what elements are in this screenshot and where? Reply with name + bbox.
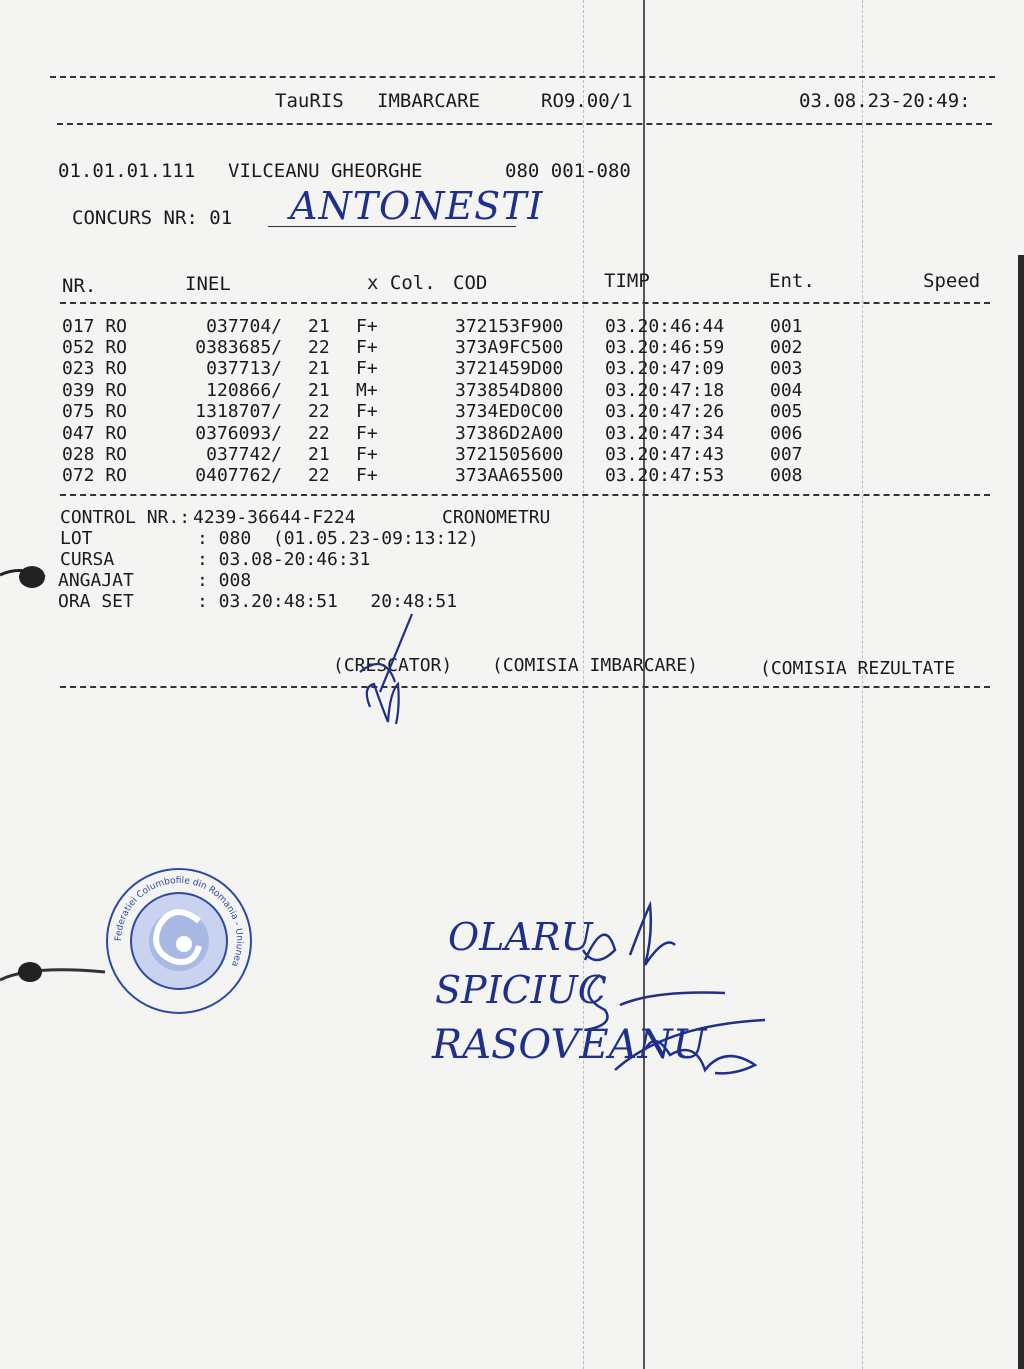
row-cod: 373A9FC500 xyxy=(455,337,564,358)
row-inel: 037742/ xyxy=(206,444,282,465)
row-cod: 3721459D00 xyxy=(455,358,564,379)
row-timp: 03.20:47:09 xyxy=(605,358,725,379)
row-cod: 372153F900 xyxy=(455,316,564,337)
lot-label: LOT xyxy=(60,528,93,549)
binder-clip-icon xyxy=(0,950,110,1010)
header-datetime: 03.08.23-20:49: xyxy=(799,90,971,112)
col-header-col: x Col. xyxy=(367,272,436,294)
contest-label: CONCURS NR: 01 xyxy=(72,207,233,229)
binder-clip-icon xyxy=(0,555,70,605)
row-inel: 0376093/ xyxy=(195,423,282,444)
fancier-code: 01.01.01.111 xyxy=(58,160,196,182)
row-col: F+ xyxy=(356,316,378,337)
row-year: 22 xyxy=(308,465,330,486)
cronometru-label: CRONOMETRU xyxy=(442,507,551,528)
row-inel: 0407762/ xyxy=(195,465,282,486)
row-col: F+ xyxy=(356,401,378,422)
cursa-value: : 03.08-20:46:31 xyxy=(197,549,371,570)
fancier-name: VILCEANU GHEORGHE xyxy=(228,160,423,182)
cursa-label: CURSA xyxy=(60,549,115,570)
col-header-nr: NR. xyxy=(62,275,97,297)
row-ent: 003 xyxy=(770,358,803,379)
table-row xyxy=(0,465,1024,486)
table-row xyxy=(0,401,1024,422)
row-ent: 005 xyxy=(770,401,803,422)
col-header-timp: TIMP xyxy=(604,270,650,292)
control-value: 4239-36644-F224 xyxy=(193,507,356,528)
row-cod: 3721505600 xyxy=(455,444,564,465)
angajat-label: ANGAJAT xyxy=(58,570,134,591)
handwritten-name-1: OLARU xyxy=(448,915,593,959)
commission-signatures xyxy=(575,895,785,1090)
row-nr: 047 RO xyxy=(62,423,128,444)
ora-set-value: : 03.20:48:51 20:48:51 xyxy=(197,591,458,612)
row-cod: 37386D2A00 xyxy=(455,423,564,444)
row-year: 22 xyxy=(308,423,330,444)
row-col: F+ xyxy=(356,465,378,486)
row-timp: 03.20:47:26 xyxy=(605,401,725,422)
row-ent: 007 xyxy=(770,444,803,465)
row-timp: 03.20:47:53 xyxy=(605,465,725,486)
row-ent: 008 xyxy=(770,465,803,486)
row-inel: 037713/ xyxy=(206,358,282,379)
row-inel: 0383685/ xyxy=(195,337,282,358)
contest-handwritten-name: ANTONESTI xyxy=(290,184,544,228)
federation-stamp xyxy=(104,866,254,1016)
table-row xyxy=(0,380,1024,401)
col-header-cod: COD xyxy=(453,272,488,294)
row-nr: 039 RO xyxy=(62,380,128,401)
col-header-inel: INEL xyxy=(185,273,231,295)
header-version: RO9.00/1 xyxy=(541,90,633,112)
table-rule-top xyxy=(60,302,990,304)
table-row xyxy=(0,423,1024,444)
fancier-range: 080 001-080 xyxy=(505,160,631,182)
row-ent: 006 xyxy=(770,423,803,444)
stamp-ring-text: Federatiei Columbofile din Romania - Uniunea xyxy=(113,875,245,968)
row-timp: 03.20:46:44 xyxy=(605,316,725,337)
row-col: F+ xyxy=(356,444,378,465)
row-inel: 120866/ xyxy=(206,380,282,401)
table-row xyxy=(0,337,1024,358)
col-header-ent: Ent. xyxy=(769,270,815,292)
header-rule-bottom xyxy=(57,123,992,125)
row-year: 21 xyxy=(308,316,330,337)
signature-crescator: (CRESCATOR) xyxy=(333,655,453,676)
row-timp: 03.20:47:18 xyxy=(605,380,725,401)
table-row xyxy=(0,316,1024,337)
header-mode: IMBARCARE xyxy=(377,90,480,112)
header-rule-top xyxy=(50,76,995,78)
table-row xyxy=(0,444,1024,465)
ora-set-label: ORA SET xyxy=(58,591,134,612)
header-system: TauRIS xyxy=(275,90,344,112)
handwritten-name-3: RASOVEANU xyxy=(432,1022,707,1068)
row-nr: 017 RO xyxy=(62,316,128,337)
row-timp: 03.20:47:34 xyxy=(605,423,725,444)
row-year: 21 xyxy=(308,444,330,465)
control-label: CONTROL NR.: xyxy=(60,507,191,528)
table-rule-bottom xyxy=(60,494,990,496)
row-inel: 1318707/ xyxy=(195,401,282,422)
col-header-speed: Speed xyxy=(923,270,981,292)
row-ent: 002 xyxy=(770,337,803,358)
row-nr: 023 RO xyxy=(62,358,128,379)
fold-line xyxy=(862,0,863,1369)
signature-comisia-rezultate: (COMISIA REZULTATE xyxy=(760,658,956,679)
row-nr: 052 RO xyxy=(62,337,128,358)
contest-underline xyxy=(268,226,516,227)
row-cod: 373854D800 xyxy=(455,380,564,401)
signature-comisia-imbarcare: (COMISIA IMBARCARE) xyxy=(492,655,698,676)
row-inel: 037704/ xyxy=(206,316,282,337)
crescator-signature xyxy=(340,612,430,727)
lot-value: : 080 (01.05.23-09:13:12) xyxy=(197,528,479,549)
row-year: 21 xyxy=(308,358,330,379)
row-nr: 072 RO xyxy=(62,465,128,486)
row-year: 22 xyxy=(308,401,330,422)
row-year: 21 xyxy=(308,380,330,401)
row-timp: 03.20:46:59 xyxy=(605,337,725,358)
handwritten-name-2: SPICIUC xyxy=(435,968,607,1012)
row-ent: 001 xyxy=(770,316,803,337)
row-nr: 028 RO xyxy=(62,444,128,465)
row-nr: 075 RO xyxy=(62,401,128,422)
row-col: M+ xyxy=(356,380,378,401)
row-year: 22 xyxy=(308,337,330,358)
row-col: F+ xyxy=(356,423,378,444)
row-col: F+ xyxy=(356,358,378,379)
signature-rule xyxy=(60,686,990,688)
row-ent: 004 xyxy=(770,380,803,401)
row-col: F+ xyxy=(356,337,378,358)
table-row xyxy=(0,358,1024,379)
row-timp: 03.20:47:43 xyxy=(605,444,725,465)
row-cod: 3734ED0C00 xyxy=(455,401,564,422)
row-cod: 373AA65500 xyxy=(455,465,564,486)
angajat-value: : 008 xyxy=(197,570,252,591)
fold-line xyxy=(583,0,584,1369)
fold-crease xyxy=(643,0,645,1369)
